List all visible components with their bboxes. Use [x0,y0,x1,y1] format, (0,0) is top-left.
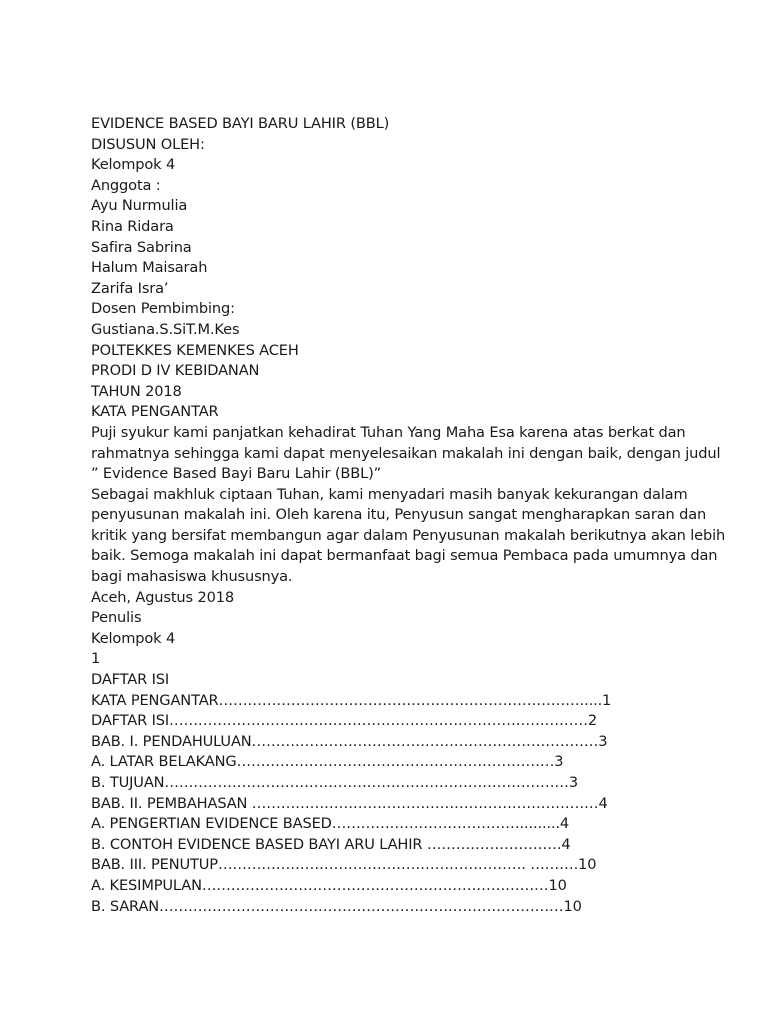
preface-text-line: Sebagai makhluk ciptaan Tuhan, kami menyadari masih banyak kekurangan dalam [91,485,688,503]
member-name: Halum Maisarah [91,259,208,277]
preface-text-line: bagi mahasiswa khususnya. [91,568,293,586]
toc-entry: BAB. II. PEMBAHASAN ………………………………………………………………4 [91,794,608,812]
member-name: Zarifa Isra’ [91,279,169,297]
toc-entry: A. PENGERTIAN EVIDENCE BASED………………………………….........4 [91,815,570,833]
page-number: 1 [91,650,101,668]
document-body [91,114,726,917]
member-name: Ayu Nurmulia [91,197,188,215]
place-date-line: Aceh, Agustus 2018 [91,588,235,606]
toc-entry: DAFTAR ISI……………………………………………………………………………2 [91,712,598,730]
preface-text-line: baik. Semoga makalah ini dapat bermanfaat bagi semua Pembaca pada umumnya dan [91,547,718,565]
preface-text-line: rahmatnya sehingga kami dapat menyelesaikan makalah ini dengan baik, dengan judul [91,444,721,462]
year-line: TAHUN 2018 [91,382,182,400]
document-title: EVIDENCE BASED BAYI BARU LAHIR (BBL) [91,115,390,132]
toc-entry: A. LATAR BELAKANG…………………………………………………………3 [91,753,564,771]
toc-entry: BAB. III. PENUTUP………………………………………………………. ……….10 [91,856,597,874]
author-group: Kelompok 4 [91,629,176,647]
author-label: Penulis [91,609,142,627]
member-name: Rina Ridara [91,217,174,235]
preface-text-line: penyusunan makalah ini. Oleh karena itu, Penyusun sangat mengharapkan saran dan [91,506,707,524]
supervisor-name: Gustiana.S.SiT.M.Kes [91,320,240,338]
preface-text-line: kritik yang bersifat membangun agar dalam Penyusunan makalah berikutnya akan lebih [91,526,726,544]
preface-text-line: ” Evidence Based Bayi Baru Lahir (BBL)” [91,465,382,483]
program-name: PRODI D IV KEBIDANAN [91,362,260,380]
toc-entry: KATA PENGANTAR………………………………………………………………….....1 [91,691,612,709]
member-name: Safira Sabrina [91,238,192,256]
toc-entry: A. KESIMPULAN………………………………………………………………10 [91,876,567,894]
toc-entry: B. CONTOH EVIDENCE BASED BAYI ARU LAHIR ……………………….4 [91,835,571,853]
group-name: Kelompok 4 [91,156,176,174]
toc-heading: DAFTAR ISI [91,671,170,689]
members-label: Anggota : [91,176,161,194]
compiled-by-label: DISUSUN OLEH: [91,135,205,153]
institution-name: POLTEKKES KEMENKES ACEH [91,341,299,359]
preface-text-line: Puji syukur kami panjatkan kehadirat Tuhan Yang Maha Esa karena atas berkat dan [91,423,686,441]
toc-entry: B. SARAN…………………………………………………………………………10 [91,897,582,915]
supervisor-label: Dosen Pembimbing: [91,300,235,318]
preface-heading: KATA PENGANTAR [91,403,219,421]
toc-entry: BAB. I. PENDAHULUAN………………………………………………………………3 [91,732,608,750]
toc-entry: B. TUJUAN…………………………………………………………………………3 [91,774,578,791]
